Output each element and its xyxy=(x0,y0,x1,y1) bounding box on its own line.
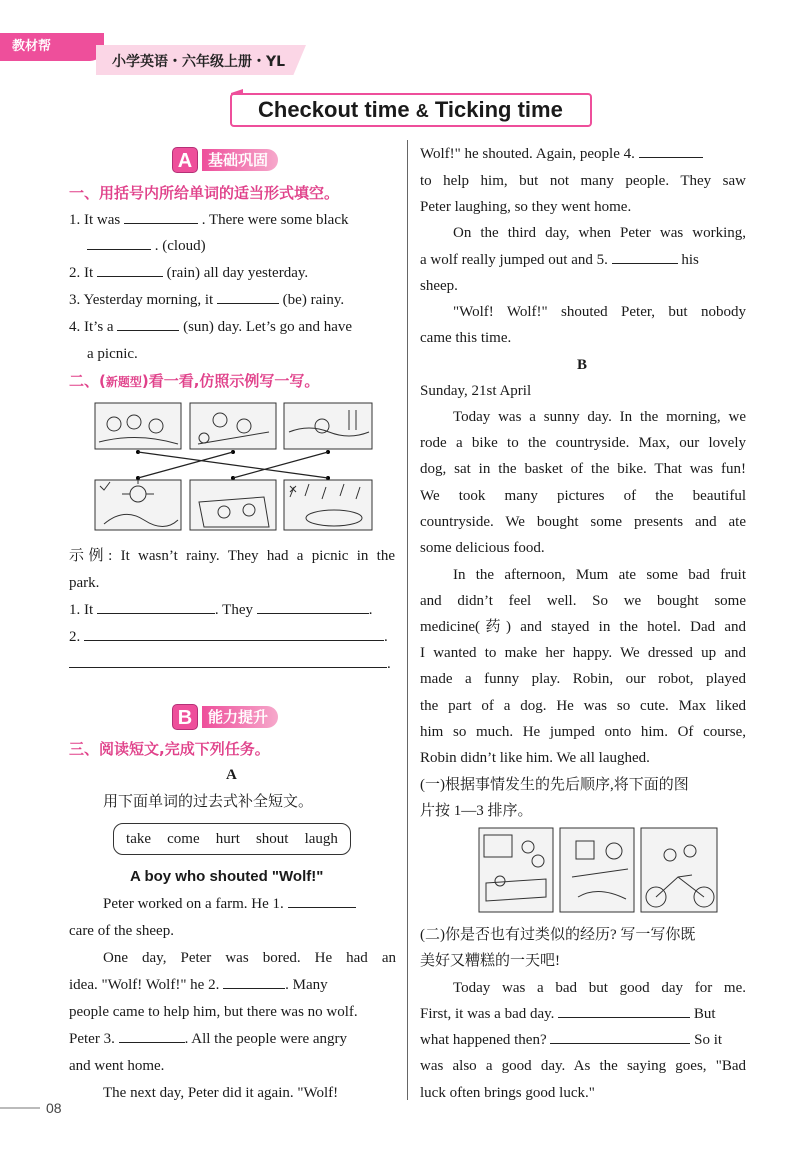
answer-blank[interactable] xyxy=(124,207,198,224)
q3-instruction: 用下面单词的过去式补全短文。 xyxy=(103,794,314,810)
section-b-label: 能力提升 xyxy=(202,706,278,728)
part-a-label: A xyxy=(226,767,237,783)
q2-heading xyxy=(69,370,319,391)
picture-bottom-1 xyxy=(95,480,181,530)
answer-blank[interactable] xyxy=(97,260,163,277)
ordering-pictures xyxy=(478,827,718,915)
answer-blank[interactable] xyxy=(69,651,387,668)
diary-line: rode a bike to the countryside. Max, our lovely xyxy=(420,435,746,451)
book-title: 小学英语・六年级上册・YL xyxy=(112,54,286,70)
q2-answer-2-pre: 2. xyxy=(69,629,81,645)
story-line-text: Peter worked on a farm. He 1. xyxy=(103,896,284,912)
diary-line: the part of a dog. He was so cute. Max liked xyxy=(420,698,746,714)
diary-line: I wanted to make her happy. We dressed up and xyxy=(420,645,746,661)
q2-new-type-tag: 新题型 xyxy=(105,375,142,389)
diary-line: some delicious food. xyxy=(420,540,545,556)
answer-blank[interactable] xyxy=(223,972,285,989)
answer-blank[interactable] xyxy=(288,891,356,908)
picture-order-1 xyxy=(479,828,553,912)
story-line: On the third day, when Peter was working, xyxy=(453,225,746,241)
q2-heading-post: )看一看,仿照示例写一写。 xyxy=(141,372,320,390)
diary-line: countryside. We bought some presents and ate xyxy=(420,514,746,530)
picture-order-2 xyxy=(560,828,634,912)
story-line-text: Wolf!" he shouted. Again, people 4. xyxy=(420,146,635,162)
diary-line: We took many pictures of the beautiful xyxy=(420,488,746,504)
task2-line: 美好又糟糕的一天吧! xyxy=(420,953,560,969)
story-line xyxy=(69,972,328,999)
answer-blank[interactable] xyxy=(639,141,703,158)
q1-item-3-pre: 3. Yesterday morning, it xyxy=(69,292,214,308)
title-part2: Ticking time xyxy=(434,97,563,122)
q2-answer-1-pre: 1. It xyxy=(69,602,94,618)
task1-line: 片按 1—3 排序。 xyxy=(420,803,533,819)
answer-blank[interactable] xyxy=(550,1027,690,1044)
story-line-text: idea. "Wolf! Wolf!" he 2. xyxy=(69,977,220,993)
write-line xyxy=(420,1027,722,1054)
diary-line: Robin didn’t like him. We all laughed. xyxy=(420,750,650,766)
write-line: luck often brings good luck." xyxy=(420,1085,595,1101)
story-line xyxy=(420,141,703,168)
q1-heading: 一、用括号内所给单词的适当形式填空。 xyxy=(69,184,340,202)
story-line: people came to help him, but there was no wolf. xyxy=(69,1004,358,1020)
story-line: sheep. xyxy=(420,278,458,294)
diary-line: In the afternoon, Mum ate some bad fruit xyxy=(453,567,746,583)
story-line: Peter laughing, so they went home. xyxy=(420,199,632,215)
section-b-badge xyxy=(172,704,278,730)
word-hurt: hurt xyxy=(215,830,240,847)
q3-heading: 三、阅读短文,完成下列任务。 xyxy=(69,740,270,758)
section-a-label: 基础巩固 xyxy=(202,149,278,171)
section-b-letter: B xyxy=(172,704,198,730)
q1-item-3-post: (be) rainy. xyxy=(282,292,345,308)
q1-item-4-pre: 4. It’s a xyxy=(69,319,114,335)
section-a-badge xyxy=(172,147,278,173)
q1-item-4 xyxy=(69,314,352,341)
story-line xyxy=(69,1026,347,1053)
answer-blank[interactable] xyxy=(257,597,369,614)
answer-blank[interactable] xyxy=(84,624,384,641)
story-line-text: . All the people were angry xyxy=(184,1031,348,1047)
q1-item-1-pre: 1. It was xyxy=(69,212,121,228)
q1-item-4-post: (sun) day. Let’s go and have xyxy=(183,319,353,335)
answer-blank[interactable] xyxy=(117,314,179,331)
story-line: care of the sheep. xyxy=(69,923,174,939)
story-line-text: his xyxy=(681,252,699,268)
word-come: come xyxy=(167,830,200,847)
picture-bottom-2 xyxy=(190,480,276,530)
q2-example-line2: park. xyxy=(69,575,100,591)
story-line xyxy=(420,247,699,274)
write-line: Today was a bad but good day for me. xyxy=(453,980,746,996)
answer-blank[interactable] xyxy=(87,233,151,250)
story-line: One day, Peter was bored. He had an xyxy=(103,950,396,966)
picture-top-3 xyxy=(284,403,372,449)
write-line-text: First, it was a bad day. xyxy=(420,1006,555,1022)
q2-heading-pre: 二、( xyxy=(69,372,106,390)
word-box xyxy=(113,823,351,855)
story-line: The next day, Peter did it again. "Wolf! xyxy=(103,1085,339,1101)
diary-line: Today was a sunny day. In the morning, we xyxy=(453,409,746,425)
q2-answer-1: 1. It . They . xyxy=(69,597,372,624)
column-divider xyxy=(407,140,408,1100)
write-line: was also a good day. As the saying goes, "Bad xyxy=(420,1058,746,1074)
diary-line: him so much. He jumped onto him. Of course, xyxy=(420,724,746,740)
q1-item-4-cont: a picnic. xyxy=(87,346,138,362)
q2-answer-1-mid: . They xyxy=(214,602,253,618)
story-title: A boy who shouted "Wolf!" xyxy=(130,868,324,885)
page-title xyxy=(230,93,592,127)
answer-blank[interactable] xyxy=(217,287,279,304)
story-line-text: Peter 3. xyxy=(69,1031,115,1047)
answer-blank[interactable] xyxy=(97,597,215,614)
picture-top-1 xyxy=(95,403,181,449)
matching-pictures xyxy=(94,402,374,532)
story-line: to help him, but not many people. They saw xyxy=(420,173,746,189)
story-line: and went home. xyxy=(69,1058,165,1074)
title-part1: Checkout time xyxy=(258,97,410,122)
diary-line: made a funny play. Robin, our robot, played xyxy=(420,671,746,687)
answer-blank[interactable] xyxy=(558,1001,690,1018)
picture-bottom-3 xyxy=(284,480,372,530)
picture-top-2 xyxy=(190,403,276,449)
picture-order-3 xyxy=(641,828,717,912)
q1-item-1 xyxy=(69,207,349,234)
q1-item-2-post: (rain) all day yesterday. xyxy=(166,265,309,281)
title-ampersand: & xyxy=(415,101,429,121)
story-line: "Wolf! Wolf!" shouted Peter, but nobody xyxy=(453,304,746,320)
word-shout: shout xyxy=(255,830,289,847)
q1-item-2 xyxy=(69,260,308,287)
diary-line: medicine(药) and stayed in the hotel. Dad and xyxy=(420,619,746,635)
answer-blank[interactable] xyxy=(119,1026,185,1043)
write-line xyxy=(420,1001,716,1028)
q2-answer-2: 2. . xyxy=(69,624,388,651)
story-line xyxy=(103,891,356,918)
q1-item-3 xyxy=(69,287,344,314)
diary-line: and didn’t feel well. So we bought some xyxy=(420,593,746,609)
q1-item-2-pre: 2. It xyxy=(69,265,94,281)
word-take: take xyxy=(126,830,152,847)
brand-tab: 教材帮 xyxy=(0,33,104,61)
write-line-text: So it xyxy=(694,1032,723,1048)
footer-rule xyxy=(0,1107,40,1109)
task1-line: (一)根据事情发生的先后顺序,将下面的图 xyxy=(420,777,689,793)
diary-date: Sunday, 21st April xyxy=(420,383,532,399)
write-line-text: what happened then? xyxy=(420,1032,547,1048)
task2-line: (二)你是否也有过类似的经历? 写一写你既 xyxy=(420,927,696,943)
q1-item-1-hint: . (cloud) xyxy=(154,238,206,254)
answer-blank[interactable] xyxy=(612,247,678,264)
q2-example-line1: 示例: It wasn’t rainy. They had a picnic in the xyxy=(69,548,395,564)
q1-item-1-mid: . There were some black xyxy=(201,212,349,228)
q2-answer-2-cont: . xyxy=(69,651,391,678)
word-laugh: laugh xyxy=(304,830,338,847)
write-line-text: But xyxy=(693,1006,716,1022)
part-b-label: B xyxy=(577,357,588,373)
story-line-text: a wolf really jumped out and 5. xyxy=(420,252,608,268)
story-line: came this time. xyxy=(420,330,512,346)
story-line-text: . Many xyxy=(285,977,328,993)
section-a-letter: A xyxy=(172,147,198,173)
page-number: 08 xyxy=(46,1100,62,1116)
q1-item-1-cont xyxy=(87,233,206,260)
diary-line: dog, sat in the basket of the bike. That was fun! xyxy=(420,461,746,477)
